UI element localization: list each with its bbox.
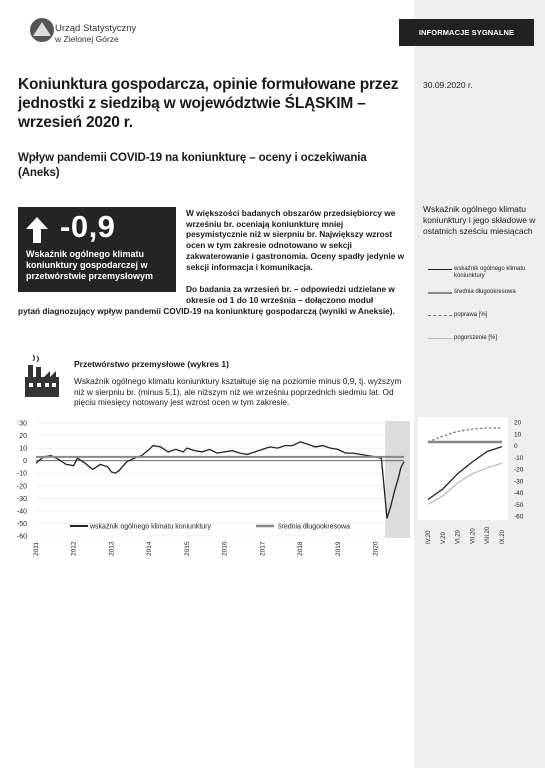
legend-item-climate (428, 266, 544, 280)
x-tick-label: 2019 (334, 541, 342, 556)
legend-item-deterioration (428, 335, 544, 349)
arrow-up-icon (25, 216, 49, 244)
survey-paragraph-end: pytań diagnozujący wpływ pandemii COVID-19 na koniunkturę gospodarczą (wyniki w Aneksie). (18, 306, 395, 316)
section-heading: Przetwórstwo przemysłowe (wykres 1) (74, 359, 229, 369)
x-tick-label: 2013 (108, 541, 116, 556)
page-subtitle: Wpływ pandemii COVID-19 na koniunkturę – oceny i oczekiwania (Aneks) (18, 152, 367, 179)
x-tick-label: 2015 (183, 541, 191, 556)
mini-x-tick-label: VII.20 (470, 528, 477, 544)
legend-label: wskaźnik ogólnego klimatu koniunktury (454, 266, 526, 279)
legend-label-average: średnia długookresowa (278, 523, 350, 531)
legend-label: poprawa [%] (454, 312, 488, 318)
mini-x-tick-label: VIII.20 (485, 526, 492, 544)
y-tick-label: -20 (16, 483, 27, 491)
logo-line-1: Urząd Statystyczny (55, 23, 137, 34)
y-tick-label: 10 (19, 445, 27, 453)
indicator-value: -0,9 (60, 209, 116, 244)
legend-label: średnia długookresowa (454, 289, 516, 295)
x-tick-label: 2018 (297, 541, 305, 556)
mini-y-tick-label: -20 (514, 466, 524, 474)
legend-label: pogorszenie [%] (454, 335, 498, 341)
section-text: Wskaźnik ogólnego klimatu koniunktury kształtuje się na poziomie minus 0,9, tj. wyższym niż w sierpniu br. (minus 5,1), ale niższym niż we wrześniu poprzednich siedmiu lat. Od pięciu miesięcy notowany jest wzrost ocen w tym zakresie. (74, 376, 402, 408)
survey-paragraph-start: Do badania za wrzesień br. – odpowiedzi udzielane w okresie od 1 do 10 września – dołączono moduł (186, 284, 395, 305)
mini-y-tick-label: -10 (514, 454, 524, 462)
x-tick-label: 2011 (33, 542, 40, 556)
x-tick-label: 2012 (70, 541, 78, 556)
mini-y-tick-label: 20 (514, 419, 522, 427)
mini-x-tick-label: IV.20 (426, 530, 432, 544)
y-tick-label: -40 (16, 508, 27, 516)
sidebar-chart-title: Wskaźnik ogólnego klimatu koniunktury i jego składowe w ostatnich sześciu miesiącach (423, 204, 536, 236)
y-tick-label: 30 (19, 420, 27, 428)
y-tick-label: -60 (16, 533, 27, 541)
mini-y-tick-label: -60 (514, 513, 524, 521)
legend-label-climate: wskaźnik ogólnego klimatu koniunktury (90, 523, 212, 531)
x-tick-label: 2017 (259, 541, 267, 556)
mini-x-tick-label: VI.20 (455, 529, 462, 544)
main-line-chart (0, 416, 414, 566)
page-title: Koniunktura gospodarcza, opinie formułowane przez jednostki z siedzibą w województwie ŚLĄSKIM – wrzesień 2020 r. (18, 76, 399, 131)
factory-icon (24, 355, 62, 399)
x-tick-label: 2014 (146, 541, 154, 556)
legend-item-improvement (428, 312, 544, 326)
header-tab-label: INFORMACJE SYGNALNE (399, 19, 534, 46)
mini-y-tick-label: -50 (514, 501, 524, 509)
y-tick-label: -10 (16, 470, 27, 478)
logo-line-2: w Zielonej Górze (55, 34, 119, 44)
indicator-label: Wskaźnik ogólnego klimatu koniunktury gospodarczej w przetwórstwie przemysłowym (26, 249, 154, 281)
y-tick-label: -50 (16, 520, 27, 528)
series-line-1 (36, 442, 404, 519)
sidebar-panel (414, 0, 545, 768)
mini-y-tick-label: -40 (514, 490, 524, 497)
logo-text (55, 24, 136, 44)
y-tick-label: 0 (23, 458, 27, 466)
publication-date: 30.09.2020 r. (423, 80, 473, 90)
mini-line-chart (414, 416, 545, 552)
x-tick-label: 2016 (221, 541, 229, 556)
x-tick-label: 2020 (372, 541, 380, 556)
mini-y-tick-label: 0 (514, 443, 518, 450)
mini-y-tick-label: 10 (514, 431, 522, 439)
mini-y-tick-label: -30 (514, 478, 524, 486)
mini-x-tick-label: V.20 (440, 532, 447, 544)
y-tick-label: -30 (16, 495, 27, 503)
y-tick-label: 20 (19, 433, 27, 441)
legend-item-average (428, 289, 544, 303)
indicator-box (18, 207, 176, 292)
mini-plot-area (418, 417, 508, 520)
mini-x-tick-label: IX.20 (500, 529, 506, 544)
intro-paragraph: W większości badanych obszarów przedsiębiorcy we wrześniu br. oceniają koniunkturę mniej pesymistycznie niż w sierpniu br. Największy wzrost ocen w tym zakresie odnotowano w sekcji zakwaterowanie i gastronomia. Oceny spadły jedynie w sekcji informacja i komunikacja. (186, 208, 405, 272)
